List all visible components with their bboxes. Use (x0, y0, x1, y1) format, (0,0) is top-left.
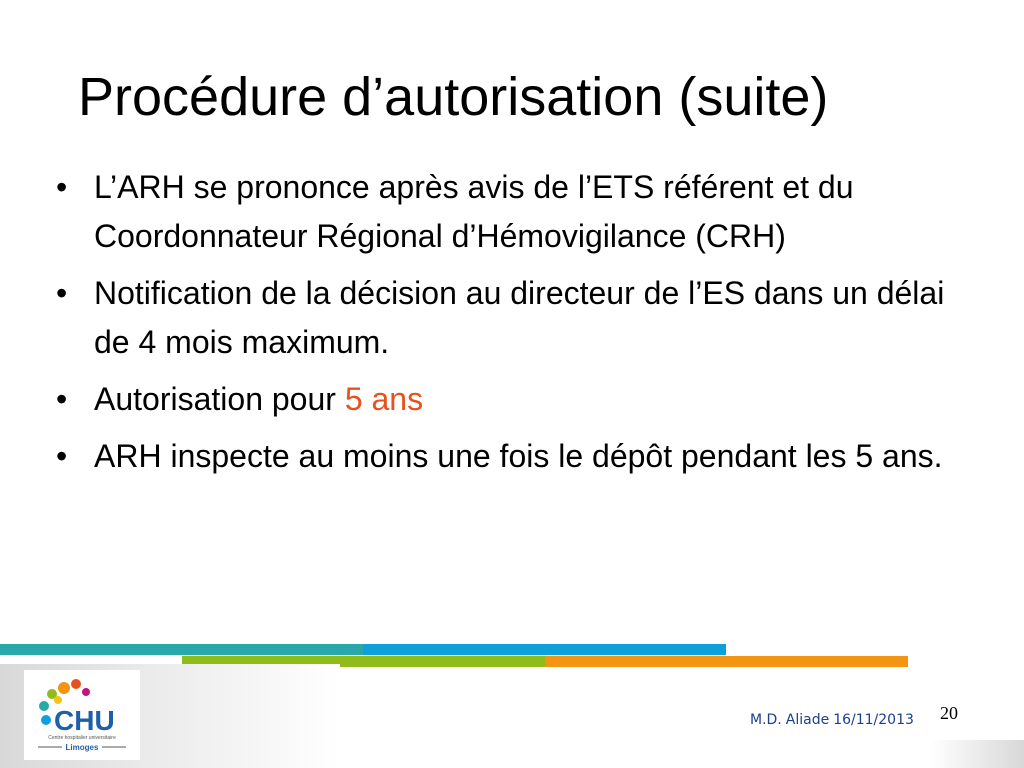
chu-logo-icon (24, 670, 140, 760)
decorative-band-teal (0, 644, 363, 655)
slide-title: Procédure d’autorisation (suite) (78, 67, 829, 127)
footer-credit (750, 712, 918, 728)
corner-shade (930, 740, 1024, 768)
svg-text:Centre hospitalier universitai: Centre hospitalier universitaire (48, 735, 116, 741)
decorative-band-blue (363, 644, 726, 655)
decorative-band-orange (545, 656, 908, 667)
bullet-text: ARH inspecte au moins une fois le dépôt pendant les 5 ans. (94, 438, 943, 474)
bullet-item-1 (50, 163, 980, 261)
bullet-list (50, 163, 980, 489)
bullet-marker: • (56, 169, 68, 205)
highlight-duration: 5 ans (344, 381, 424, 417)
bullet-text: Notification de la décision au directeur de l’ES dans un délai de 4 mois maximum. (94, 275, 945, 360)
bullet-item-2 (50, 269, 980, 367)
bullet-item-3 (50, 375, 980, 424)
bullet-marker: • (56, 275, 68, 311)
footer-author: Aliade (785, 712, 830, 728)
svg-text:CHU: CHU (54, 705, 115, 736)
bullet-text: Autorisation pour (94, 381, 345, 417)
chu-limoges-logo (24, 670, 140, 760)
footer-initials: M.D. (750, 712, 782, 728)
page-number: 20 (940, 703, 958, 723)
svg-text:Limoges: Limoges (65, 743, 99, 752)
bullet-item-4 (50, 432, 980, 481)
bullet-text: L’ARH se prononce après avis de l’ETS référent et du Coordonnateur Régional d’Hémovigilance (CRH) (94, 169, 854, 254)
bullet-marker: • (56, 438, 68, 474)
bullet-marker: • (56, 381, 68, 417)
footer-date: 16/11/2013 (833, 712, 914, 728)
